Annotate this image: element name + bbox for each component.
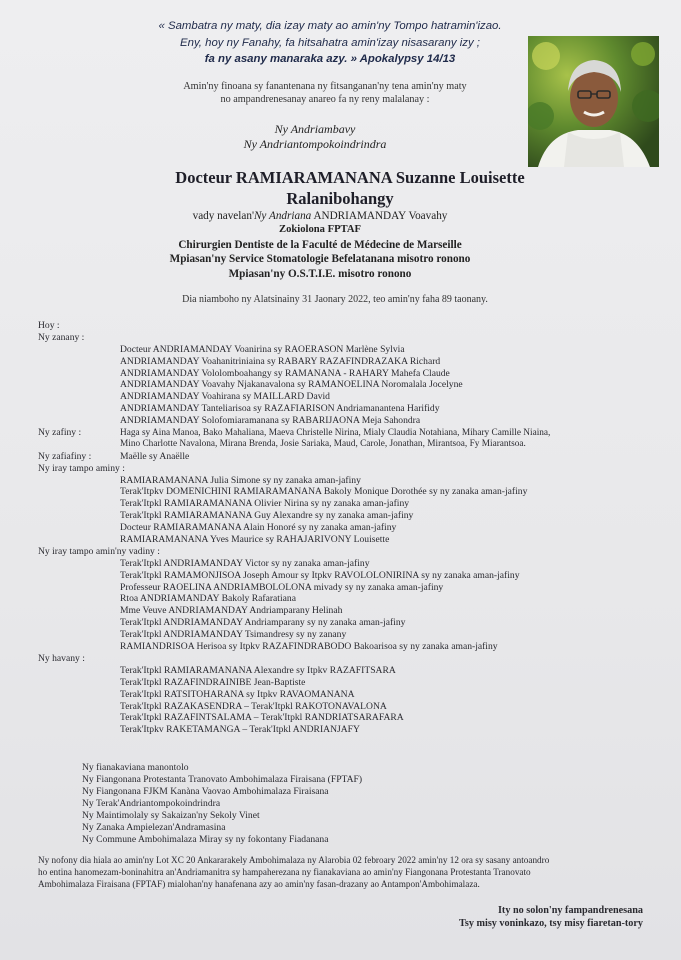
quote-line: « Sambatra ny maty, dia izay maty ao amin'ny Tompo hatramin'izao.: [158, 20, 502, 32]
hoy-label: Hoy :: [38, 320, 60, 331]
list-item: Professeur RAOELINA ANDRIAMBOLOLONA mivady sy ny zanaka aman-jafiny: [120, 581, 444, 593]
havany-label: Ny havany :: [38, 652, 85, 664]
list-item: Terak'Itpkl ANDRIAMANDAY Victor sy ny zanaka aman-jafiny: [120, 557, 370, 569]
funeral-notice: [38, 855, 638, 890]
honorific: [210, 122, 420, 152]
list-item: ANDRIAMANDAY Voahanitriniaina sy RABARY RAZAFINDRAZAKA Richard: [120, 355, 441, 367]
zafiafiny-row: [38, 451, 658, 463]
list-item: Terak'Itpkl RAMAMONJISOA Joseph Amour sy Itpkv RAVOLOLONIRINA sy ny zanaka aman-jafiny: [120, 569, 520, 581]
list-item: Mme Veuve ANDRIAMANDAY Andriamparany Helinah: [120, 605, 343, 617]
spouse-prefix: vady navelan': [192, 210, 254, 222]
intro-text: [175, 80, 475, 106]
zafiafiny-label: Ny zafiafiny :: [38, 450, 92, 462]
honorific-line: Ny Andriantompokoindrindra: [243, 137, 387, 151]
iray-tampo-label: Ny iray tampo aminy :: [38, 462, 125, 474]
notice-line: Ny nofony dia hiala ao amin'ny Lot XC 20 Ankararakely Ambohimalaza ny Alarobia 02 febroary 2022 amin'ny 12 ora sy sasany antoandro: [38, 855, 550, 865]
list-item: Terak'Itpkv DOMENICHINI RAMIARAMANANA Bakoly Monique Dorothée sy ny zanaka aman-jafiny: [120, 486, 528, 498]
list-item: RAMIARAMANANA Yves Maurice sy RAHAJARIVONY Louisette: [120, 534, 390, 546]
list-item: Terak'Itpkl ANDRIAMANDAY Tsimandresy sy ny zanany: [120, 629, 347, 641]
list-item: Rtoa ANDRIAMANDAY Bakoly Rafaratiana: [120, 593, 296, 605]
list-item: Terak'Itpkl ANDRIAMANDAY Andriamparany sy ny zanaka aman-jafiny: [120, 617, 406, 629]
spouse-name: ANDRIAMANDAY Voavahy: [311, 210, 448, 222]
list-item: Mino Charlotte Navalona, Mirana Brenda, Josie Sariaka, Maud, Carole, Jonathan, Mirantsoa, Fy Miarantsoa.: [120, 438, 526, 449]
list-item: Ny fianakaviana manontolo: [82, 762, 189, 773]
quote-line: fa ny asany manaraka azy. » Apokalypsy 14/13: [204, 53, 456, 65]
list-item: Terak'Itpkl RAMIARAMANANA Olivier Nirina sy ny zanaka aman-jafiny: [120, 498, 410, 510]
list-item: Docteur RAMIARAMANANA Alain Honoré sy ny zanaka aman-jafiny: [120, 522, 397, 534]
intro-line: no ampandrenesanay anareo fa ny reny malalanay :: [220, 94, 430, 105]
list-item: Ny Commune Ambohimalaza Miray sy ny fokontany Fiadanana: [82, 834, 329, 845]
title-line: Mpiasan'ny O.S.T.I.E. misotro ronono: [228, 267, 412, 280]
death-date: Dia niamboho ny Alatsinainy 31 Jaonary 2022, teo amin'ny faha 89 taonany.: [182, 294, 488, 305]
list-item: RAMIANDRISOA Herisoa sy Itpkv RAZAFINDRABODO Bakoarisoa sy ny zanaka aman-jafiny: [120, 641, 498, 653]
closing-line: Tsy misy voninkazo, tsy misy fiaretan-tory: [459, 917, 643, 929]
list-item: ANDRIAMANDAY Voahirana sy MAILLARD David: [120, 391, 330, 403]
list-item: Ny Terak'Andriantompokoindrindra: [82, 798, 221, 809]
list-item: Terak'Itpkl RAMIARAMANANA Alexandre sy Itpkv RAZAFITSARA: [120, 664, 396, 676]
quote-line: Eny, hoy ny Fanahy, fa hitsahatra amin'izay nisasarany izy ;: [180, 36, 480, 49]
notice-line: ho entina hanomezam-boninahitra an'Andriamanitra sy hampaherezana ny fianakaviana ao amin'ny Fiangonana Protestanta Tranovato: [38, 866, 531, 877]
list-item: Terak'Itpkv RAKETAMANGA – Terak'Itpkl ANDRIANJAFY: [120, 724, 360, 736]
list-item: Terak'Itpkl RAZAFINDRAINIBE Jean-Baptiste: [120, 676, 306, 688]
spouse-honor: Ny Andriana: [253, 210, 312, 222]
list-item: Haga sy Aina Manoa, Bako Mahaliana, Maeva Christelle Nirina, Mialy Claudia Notahiana, Mihary Camille Niaina,: [120, 428, 551, 439]
family-list: [38, 320, 658, 736]
zafiny-row: [38, 427, 658, 439]
intro-line: Amin'ny finoana sy fanantenana ny fitsanganan'ny tena amin'ny maty: [183, 81, 467, 92]
notice-line: Ambohimalaza Firaisana (FPTAF) mialohan'ny hanafenana azy ao amin'ny fasan-drazany ao Antampon'Ambohimalaza.: [38, 878, 480, 889]
bible-quote: [120, 18, 540, 68]
portrait-photo: [528, 36, 659, 167]
list-item: Terak'Itpkl RATSITOHARANA sy Itpkv RAVAOMANANA: [120, 688, 355, 700]
list-item: ANDRIAMANDAY Solofomiaramanana sy RABARIJAONA Meja Sahondra: [120, 415, 421, 427]
list-item: Terak'Itpkl RAZAFINTSALAMA – Terak'Itpkl RANDRIATSARAFARA: [120, 712, 404, 724]
portrait-image: [528, 36, 659, 167]
list-item: ANDRIAMANDAY Tanteliarisoa sy RAZAFIARISON Andriamanantena Harifidy: [120, 403, 440, 415]
list-item: ANDRIAMANDAY Vololomboahangy sy RAMANANA - RAHARY Mahefa Claude: [120, 367, 450, 379]
list-item: Terak'Itpkl RAMIARAMANANA Guy Alexandre sy ny zanaka aman-jafiny: [120, 510, 414, 522]
title-line: Zokiolona FPTAF: [279, 224, 361, 236]
spouse-line: [120, 209, 520, 223]
deceased-titles: [120, 209, 520, 281]
title-line: Mpiasan'ny Service Stomatologie Befelatanana misotro ronono: [169, 253, 471, 266]
list-item: Ny Fiangonana FJKM Kanàna Vaovao Ambohimalaza Firaisana: [82, 786, 329, 797]
list-item: RAMIARAMANANA Julia Simone sy ny zanaka aman-jafiny: [120, 474, 361, 486]
deceased-name-2: Ralanibohangy: [286, 189, 394, 208]
list-item: Ny Fiangonana Protestanta Tranovato Ambohimalaza Firaisana (FPTAF): [82, 774, 363, 785]
list-item: ANDRIAMANDAY Voavahy Njakanavalona sy RAMANOELINA Noromalala Jocelyne: [120, 379, 463, 391]
list-item: Docteur ANDRIAMANDAY Voanirina sy RAOERASON Marlène Sylvia: [120, 343, 405, 355]
list-item: Ny Maintimolaly sy Sakaizan'ny Sekoly Vinet: [82, 810, 260, 821]
organizations-list: [82, 762, 502, 846]
honorific-line: Ny Andriambavy: [274, 122, 356, 136]
list-item: Maëlle sy Anaëlle: [120, 450, 190, 462]
iray-tampo-vadiny-label: Ny iray tampo amin'ny vadiny :: [38, 545, 160, 557]
closing-line: Ity no solon'ny fampandrenesana: [497, 905, 643, 916]
title-line: Chirurgien Dentiste de la Faculté de Médecine de Marseille: [178, 238, 462, 251]
deceased-name: Docteur RAMIARAMANANA Suzanne Louisette: [175, 168, 525, 187]
list-item: Terak'Itpkl RAZAKASENDRA – Terak'Itpkl RAKOTONAVALONA: [120, 700, 387, 712]
zanany-label: Ny zanany :: [38, 331, 85, 343]
list-item: Ny Zanaka Ampielezan'Andramasina: [82, 822, 226, 833]
zafiny-label: Ny zafiny :: [38, 427, 82, 439]
closing-note: [403, 905, 643, 930]
